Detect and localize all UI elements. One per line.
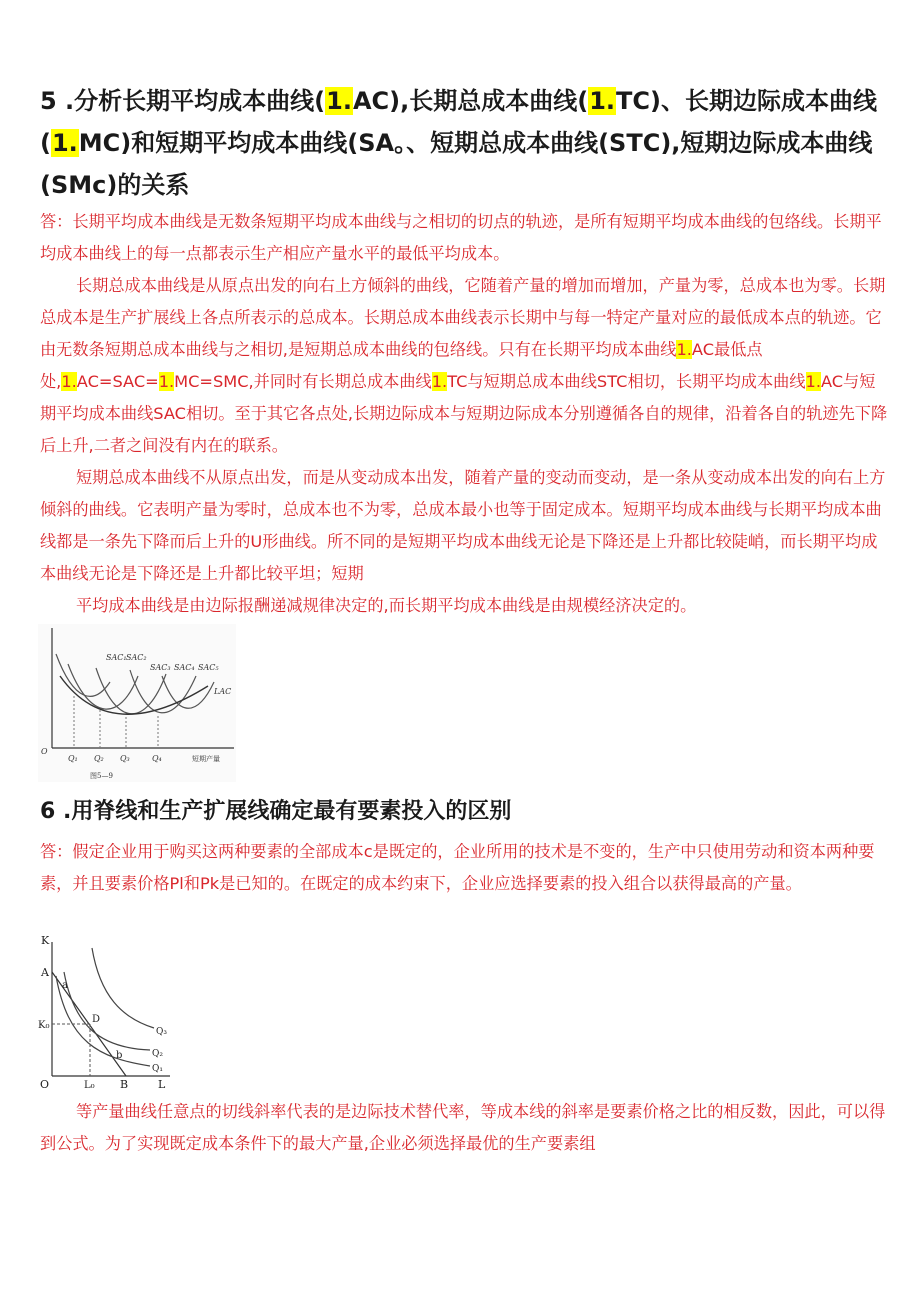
sac-curve-4	[130, 670, 196, 713]
svg-text:SAC₅: SAC₅	[198, 663, 219, 672]
isoquant-q3	[92, 948, 154, 1028]
svg-text:短期产量: 短期产量	[192, 755, 220, 763]
svg-text:K₀: K₀	[38, 1020, 50, 1031]
answer-5-paragraph-4: 平均成本曲线是由边际报酬递减规律决定的,而长期平均成本曲线是由规模经济决定的。	[76, 596, 697, 615]
answer-6-paragraph-2: 等产量曲线任意点的切线斜率代表的是边际技术替代率，等成本线的斜率是要素价格之比的相反数，因此，可以得到公式。为了实现既定成本条件下的最大产量,企业必须选择最优的生产要素组	[40, 1102, 886, 1153]
highlight: 1.	[326, 87, 352, 115]
figure-sac-lac-curves	[38, 624, 236, 782]
answer-6-paragraph-1: 答：假定企业用于购买这两种要素的全部成本c是既定的，企业所用的技术是不变的，生产中只使用劳动和资本两种要素，并且要素价格Pl和Pk是已知的。在既定的成本约束下，企业应选择要素的投入组合以获得最高的产量。	[40, 842, 875, 893]
figure-isoquant-isocost	[38, 932, 176, 1092]
answer-5-paragraph-2: 长期总成本曲线是从原点出发的向右上方倾斜的曲线，它随着产量的增加而增加，产量为零，总成本也为零。长期总成本是生产扩展线上各点所表示的总成本。长期总成本曲线表示长期中与每一特定产量对应的最低成本点的轨迹。它由无数条短期总成本曲线与之相切,是短期总成本曲线的包络线。只有在长期平均成本曲线1.AC最低点处,1.AC=SAC=1.MC=SMC,并同时有长期总成本曲线1.TC与短期总成本曲线STC相切，长期平均成本曲线1.AC与短期平均成本曲线SAC相切。至于其它各点处,长期边际成本与短期边际成本分别遵循各自的规律，沿着各自的轨迹先下降后上升,二者之间没有内在的联系。	[40, 276, 888, 455]
svg-text:L₀: L₀	[84, 1080, 95, 1091]
answer-5-paragraph-3: 短期总成本曲线不从原点出发，而是从变动成本出发，随着产量的变动而变动，是一条从变动成本出发的向右上方倾斜的曲线。它表明产量为零时，总成本也不为零，总成本最小也等于固定成本。短期平均成本曲线与长期平均成本曲线都是一条先下降而后上升的U形曲线。所不同的是短期平均成本曲线无论是下降还是上升都比较陡峭，而长期平均成本曲线无论是下降还是上升都比较平坦；短期	[40, 468, 886, 583]
svg-text:SAC₃: SAC₃	[150, 663, 171, 672]
highlight: 1.	[589, 87, 616, 115]
answer-5-paragraph-1: 答：长期平均成本曲线是无数条短期平均成本曲线与之相切的切点的轨迹，是所有短期平均成本曲线的包络线。长期平均成本曲线上的每一点都表示生产相应产量水平的最低平均成本。	[40, 212, 882, 263]
svg-text:O: O	[40, 1078, 50, 1091]
svg-text:Q₁: Q₁	[152, 1064, 163, 1074]
svg-text:A: A	[41, 966, 49, 979]
svg-text:SAC₄: SAC₄	[174, 663, 195, 672]
svg-text:SAC₂: SAC₂	[126, 653, 147, 662]
svg-text:Q₄: Q₄	[152, 754, 162, 763]
sac-curve-1	[56, 654, 110, 696]
section-6-heading: 6 .用脊线和生产扩展线确定最有要素投入的区别	[40, 799, 512, 824]
svg-text:b: b	[116, 1050, 123, 1061]
isoquant-q2	[64, 972, 150, 1050]
svg-text:Q₂: Q₂	[94, 754, 104, 763]
section-5-heading: 5 .分析长期平均成本曲线(1.AC),长期总成本曲线(1.TC)、长期边际成本曲线(1.MC)和短期平均成本曲线(SA。、短期总成本曲线(STC),短期边际成本曲线(SMc)的关系	[40, 87, 877, 199]
svg-text:K: K	[41, 934, 50, 947]
svg-text:Q₃: Q₃	[156, 1027, 167, 1037]
highlight: 1.	[51, 129, 78, 157]
svg-text:Q₃: Q₃	[120, 754, 130, 763]
svg-text:图5—9: 图5—9	[90, 772, 113, 780]
svg-text:Q₁: Q₁	[68, 754, 78, 763]
svg-text:D: D	[92, 1014, 101, 1025]
svg-text:B: B	[120, 1078, 129, 1091]
svg-text:O: O	[41, 747, 48, 756]
svg-text:LAC: LAC	[214, 687, 232, 696]
svg-text:a: a	[62, 980, 68, 991]
svg-text:L: L	[158, 1078, 166, 1091]
svg-text:SAC₁: SAC₁	[106, 653, 127, 662]
svg-text:Q₂: Q₂	[152, 1049, 163, 1059]
